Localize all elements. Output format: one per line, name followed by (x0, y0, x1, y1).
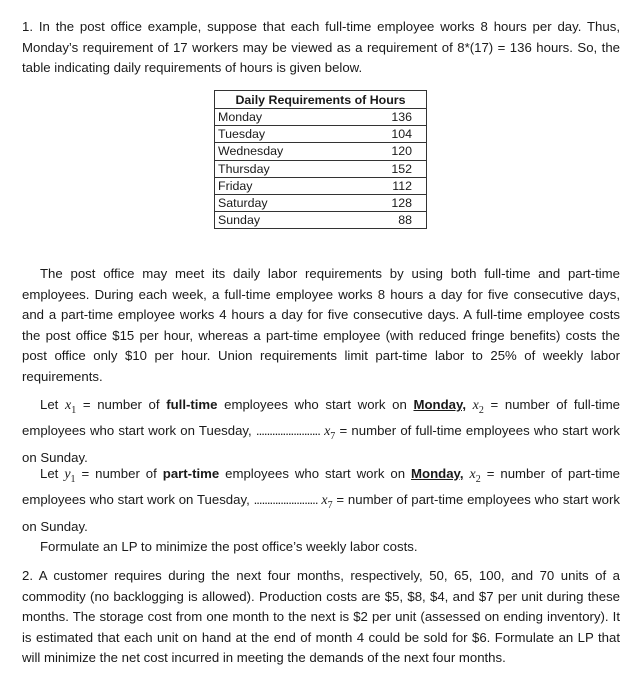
table-row: Tuesday 104 (215, 126, 427, 143)
problem1-formulate: Formulate an LP to minimize the post office’s weekly labor costs. (40, 539, 418, 554)
table-row: Friday 112 (215, 177, 427, 194)
var-x7-part: $x_7$ (321, 493, 333, 512)
var-y1: $y_1$ (64, 467, 76, 485)
problem1-body: The post office may meet its daily labor requirements by using both full-time and part-time employees. During each week, a full-time employee works 8 hours a day for five consecutive days, and a part-time employee works 4 hours a day for five consecutive days. A full-time employee costs the post office $15 per hour, whereas a part-time employee (with reduced fringe benefits) costs the post office only $10 per hour. Union requirements limit part-time labor to 25% of weekly labor requirements. (22, 266, 620, 384)
definition-full-time: Let $x_1$ = number of full-time employees who start work on Monday, $x_2$ = number of full-time employees who start work on Tuesday, ........................ $x_7$ = number of full-time employees who start work on Sunday. (22, 397, 621, 465)
problem1-intro: 1. In the post office example, suppose that each full-time employee works 8 hours per day. Thus, Monday’s requirement of 17 workers may be viewed as a requirement of 8*(17) = 136 hours. So, the table indicating daily requirements of hours is given below. (22, 19, 620, 75)
table-row: Monday 136 (215, 109, 427, 126)
var-x2: $x_2$ (472, 398, 484, 416)
table-row: Sunday 88 (215, 212, 427, 229)
daily-requirements-table (214, 90, 427, 229)
var-x2-part: $x_2$ (469, 467, 481, 485)
table-row: Thursday 152 (215, 160, 427, 177)
var-x7: $x_7$ (324, 424, 336, 443)
definition-part-time: Let $y_1$ = number of part-time employees who start work on Monday, $x_2$ = number of part-time employees who start work on Tuesday, ........................ $x_7$ = number of part-time employees who start work on Sunday. (22, 466, 621, 534)
table-row: Saturday 128 (215, 194, 427, 211)
table-title: Daily Requirements of Hours (215, 91, 427, 109)
problem2-text: 2. A customer requires during the next four months, respectively, 50, 65, 100, and 70 units of a commodity (no backlogging is allowed). Production costs are $5, $8, $4, and $7 per unit during these months. The storage cost from one month to the next is $2 per unit (assessed on ending inventory). It is estimated that each unit on hand at the end of month 4 could be sold for $6. Formulate an LP that will minimize the net cost incurred in meeting the demands of the next four months. (22, 568, 620, 665)
var-x1: $x_1$ (65, 398, 77, 416)
table-row: Wednesday 120 (215, 143, 427, 160)
